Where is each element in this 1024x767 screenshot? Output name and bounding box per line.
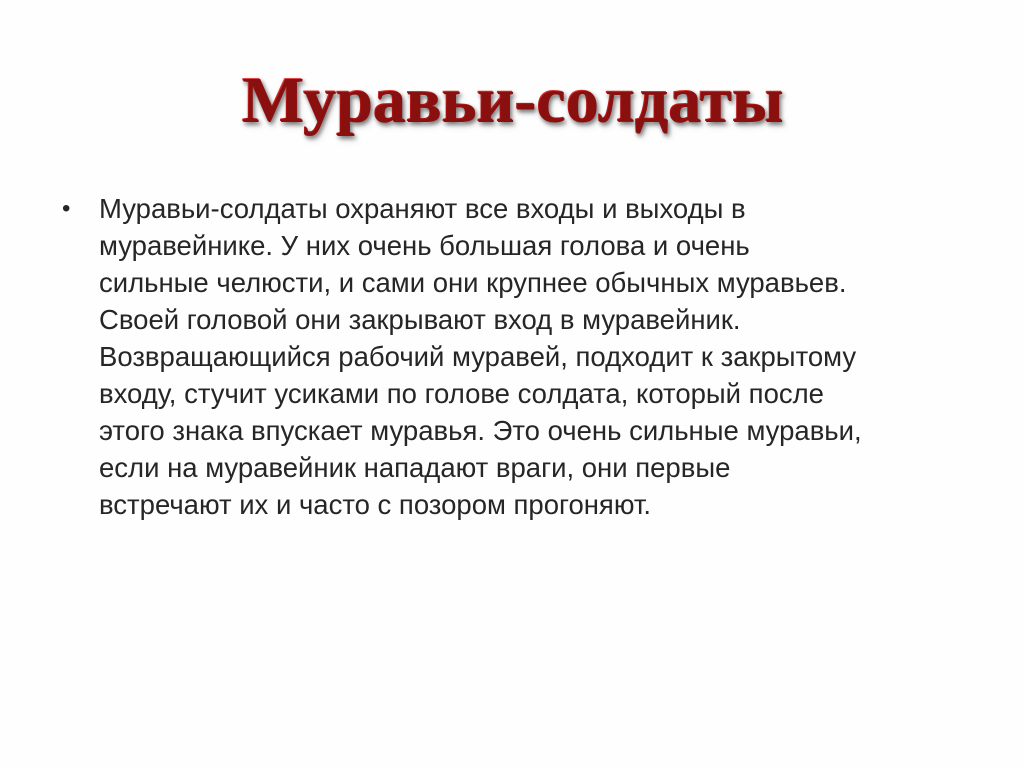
bullet-icon: • bbox=[62, 195, 71, 222]
slide-body bbox=[62, 190, 982, 523]
slide-title: Муравьи-солдаты bbox=[0, 62, 1024, 138]
bullet-text: Муравьи-солдаты охраняют все входы и выходы в муравейнике. У них очень большая голова и очень сильные челюсти, и сами они крупнее обычных муравьев. Своей головой они закрывают вход в муравейник. Возвращающийся рабочий муравей, подходит к закрытому входу, стучит усиками по голове солдата, который после этого знака впускает муравья. Это очень сильные муравьи, если на муравейник нападают враги, они первые встречают их и часто с позором прогоняют. bbox=[99, 193, 862, 520]
